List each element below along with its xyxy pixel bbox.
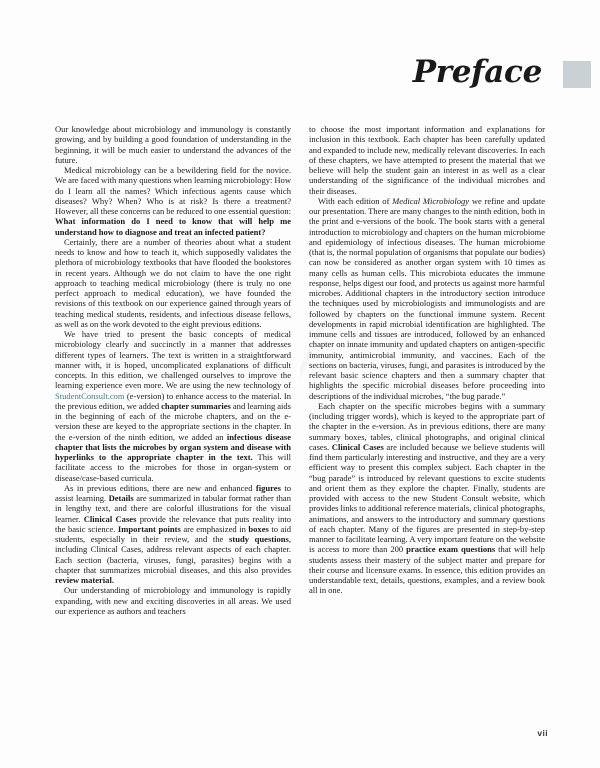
text-run: (e-version) to enhance access to the material. In the previous edition, we added (55, 390, 291, 411)
emphasis-bold: infectious disease chapter that lists the microbes by organ system and disease with hyperlinks to the appropriate chapter in the text. (55, 431, 291, 462)
emphasis-bold: What information do I need to know that will help me understand how to diagnose and treat an infected patient? (55, 216, 291, 237)
page-title: Preface (412, 54, 542, 90)
title-accent-square (563, 61, 591, 88)
emphasis-bold: study questions (229, 534, 289, 544)
emphasis-italic: Medical Microbiology (392, 195, 470, 206)
emphasis-bold: Clinical Cases (83, 513, 137, 524)
right-text-column (309, 124, 545, 724)
emphasis-bold: Clinical Cases (331, 441, 384, 452)
body-columns (55, 124, 545, 724)
emphasis-bold: practice exam questions (406, 544, 496, 555)
paragraph (55, 483, 291, 586)
emphasis-bold: review material. (55, 575, 114, 585)
text-run: to choose the most important information and explanations for inclusion in this textbook. Each chapter has been carefully updated and expanded to include new, medically relevant discoveries. In each of these chapters, we have attempted to present the material that we believe will help the student gain an interest in as well as a clear understanding of the significance of the individual microbes and their diseases. (309, 124, 545, 196)
text-run: to aid students, especially in their review, and the (55, 523, 291, 544)
paragraph (55, 585, 291, 616)
emphasis-bold: Details (108, 493, 134, 503)
text-run: that will help students assess their mastery of the subject matter and prepare for their course and licensure exams. In essence, this edition provides an understandable text, details, questions, examples, and a review book all in one. (309, 544, 545, 596)
emphasis-bold: chapter summaries (161, 400, 231, 411)
text-run: We have tried to present the basic concepts of medical microbiology clearly and succinctly in a manner that addresses different types of learners. The text is written in a straightforward manner with, it is hoped, uncomplicated explanations of difficult concepts. In this edition, we challenged ourselves to improve the learning experience even more. We are using the new technology of (55, 329, 291, 391)
paragraph (309, 401, 545, 596)
text-run: and learning aids in the beginning of each of the microbe chapters, and on the e-version these are keyed to the appropriate sections in the chapter. In the e-version of the ninth edition, we added an (55, 400, 292, 442)
text-run: Medical microbiology can be a bewildering field for the novice. We are faced with many questions when learning microbiology: How do I learn all the names? Which infectious agents cause which diseases? Why? When? Who is at risk? Is there a treatment? However, all these concerns can be reduced to one essential question: (55, 165, 291, 216)
left-text-column (55, 124, 291, 724)
text-run: This will facilitate access to the microbes for those in organ-system or disease/case-based curricula. (55, 452, 291, 483)
text-run: Certainly, there are a number of theories about what a student needs to know and how to teach it, which supposedly validates the plethora of microbiology textbooks that have flooded the bookstores in recent years. Although we do not claim to have the one right approach to teaching medical microbiology (there is truly no one perfect approach to medical education), we have founded the revisions of this textbook on our experience gained through years of teaching medical students, residents, and infectious disease fellows, as well as on the work devoted to the eight previous editions. (55, 236, 291, 329)
text-run: Each chapter on the specific microbes begins with a summary (including trigger words), which is keyed to the appropriate part of the chapter in the e-version. As in previous editions, there are many summary boxes, tables, clinical photographs, and original clinical cases. (309, 400, 545, 452)
page-number: vii (537, 728, 548, 738)
paragraph (55, 124, 291, 165)
emphasis-bold: Important points (117, 523, 181, 534)
emphasis-bold: boxes (248, 523, 269, 534)
text-run: provide the relevance that puts reality into the basic science. (55, 513, 291, 534)
page-header (0, 52, 600, 98)
paragraph (309, 124, 545, 196)
text-run: As in previous editions, there are new and enhanced (64, 482, 256, 493)
text-run: to assist learning. (55, 482, 291, 503)
text-run: are summarized in tabular format rather than in lengthy text, and there are colorful illustrations for the visual learner. (55, 493, 291, 524)
emphasis-bold: figures (255, 482, 281, 493)
text-run: , including Clinical Cases, address relevant aspects of each chapter. Each section (bacteria, viruses, fungi, parasites) begins with a chapter that summarizes microbial diseases, and this also provides (55, 534, 292, 575)
paragraph (309, 196, 545, 401)
text-run: are emphasized in (180, 523, 249, 534)
paragraph (55, 329, 291, 483)
text-run: are included because we believe students will find them particularly interesting and instructive, and they are a very efficient way to present this complex subject. Each chapter in the “bug parade” is introduced by relevant questions to excite students and orient them as they explore the chapter. Finally, students are provided with access to the new Student Consult website, which provides links to additional reference materials, clinical photographs, animations, and answers to the introductory and summary questions of each chapter. Many of the figures are presented in step-by-step manner to facilitate learning. A very important feature on the website is access to more than 200 (309, 441, 546, 555)
text-run: With each edition of (318, 195, 393, 206)
text-run: we refine and update our presentation. There are many changes to the ninth edition, both in the print and e-versions of the book. The book starts with a general introduction to microbiology and chapters on the human microbiome and epidemiology of infectious diseases. The human microbiome (that is, the normal population of organisms that populate our bodies) can now be considered as another organ system with 10 times as many cells as human cells. This microbiota educates the immune response, helps digest our food, and protects us against more harmful microbes. Additional chapters in the introductory section introduce the techniques used by microbiologists and immunologists and are followed by chapters on the functional immune system. Recent developments in rapid microbial identification are highlighted. The immune cells and tissues are introduced, followed by an enhanced chapter on innate immunity and updated chapters on antigen-specific immunity, antimicrobial immunity, and vaccines. Each of the sections on bacteria, viruses, fungi, and parasites is introduced by the relevant basic science chapters and then a summary chapter that highlights the specific microbial diseases before proceeding into descriptions of the individual microbes, “the bug parade.” (309, 195, 545, 401)
paragraph (55, 237, 291, 329)
text-run: Our understanding of microbiology and immunology is rapidly expanding, with new and exciting discoveries in all areas. We used our experience as authors and teachers (55, 585, 291, 616)
text-run: Our knowledge about microbiology and immunology is constantly growing, and by building a good foundation of understanding in the beginning, it will be much easier to understand the advances of the future. (55, 124, 291, 165)
student-consult-link[interactable]: StudentConsult.com (55, 390, 125, 401)
paragraph (55, 165, 291, 237)
